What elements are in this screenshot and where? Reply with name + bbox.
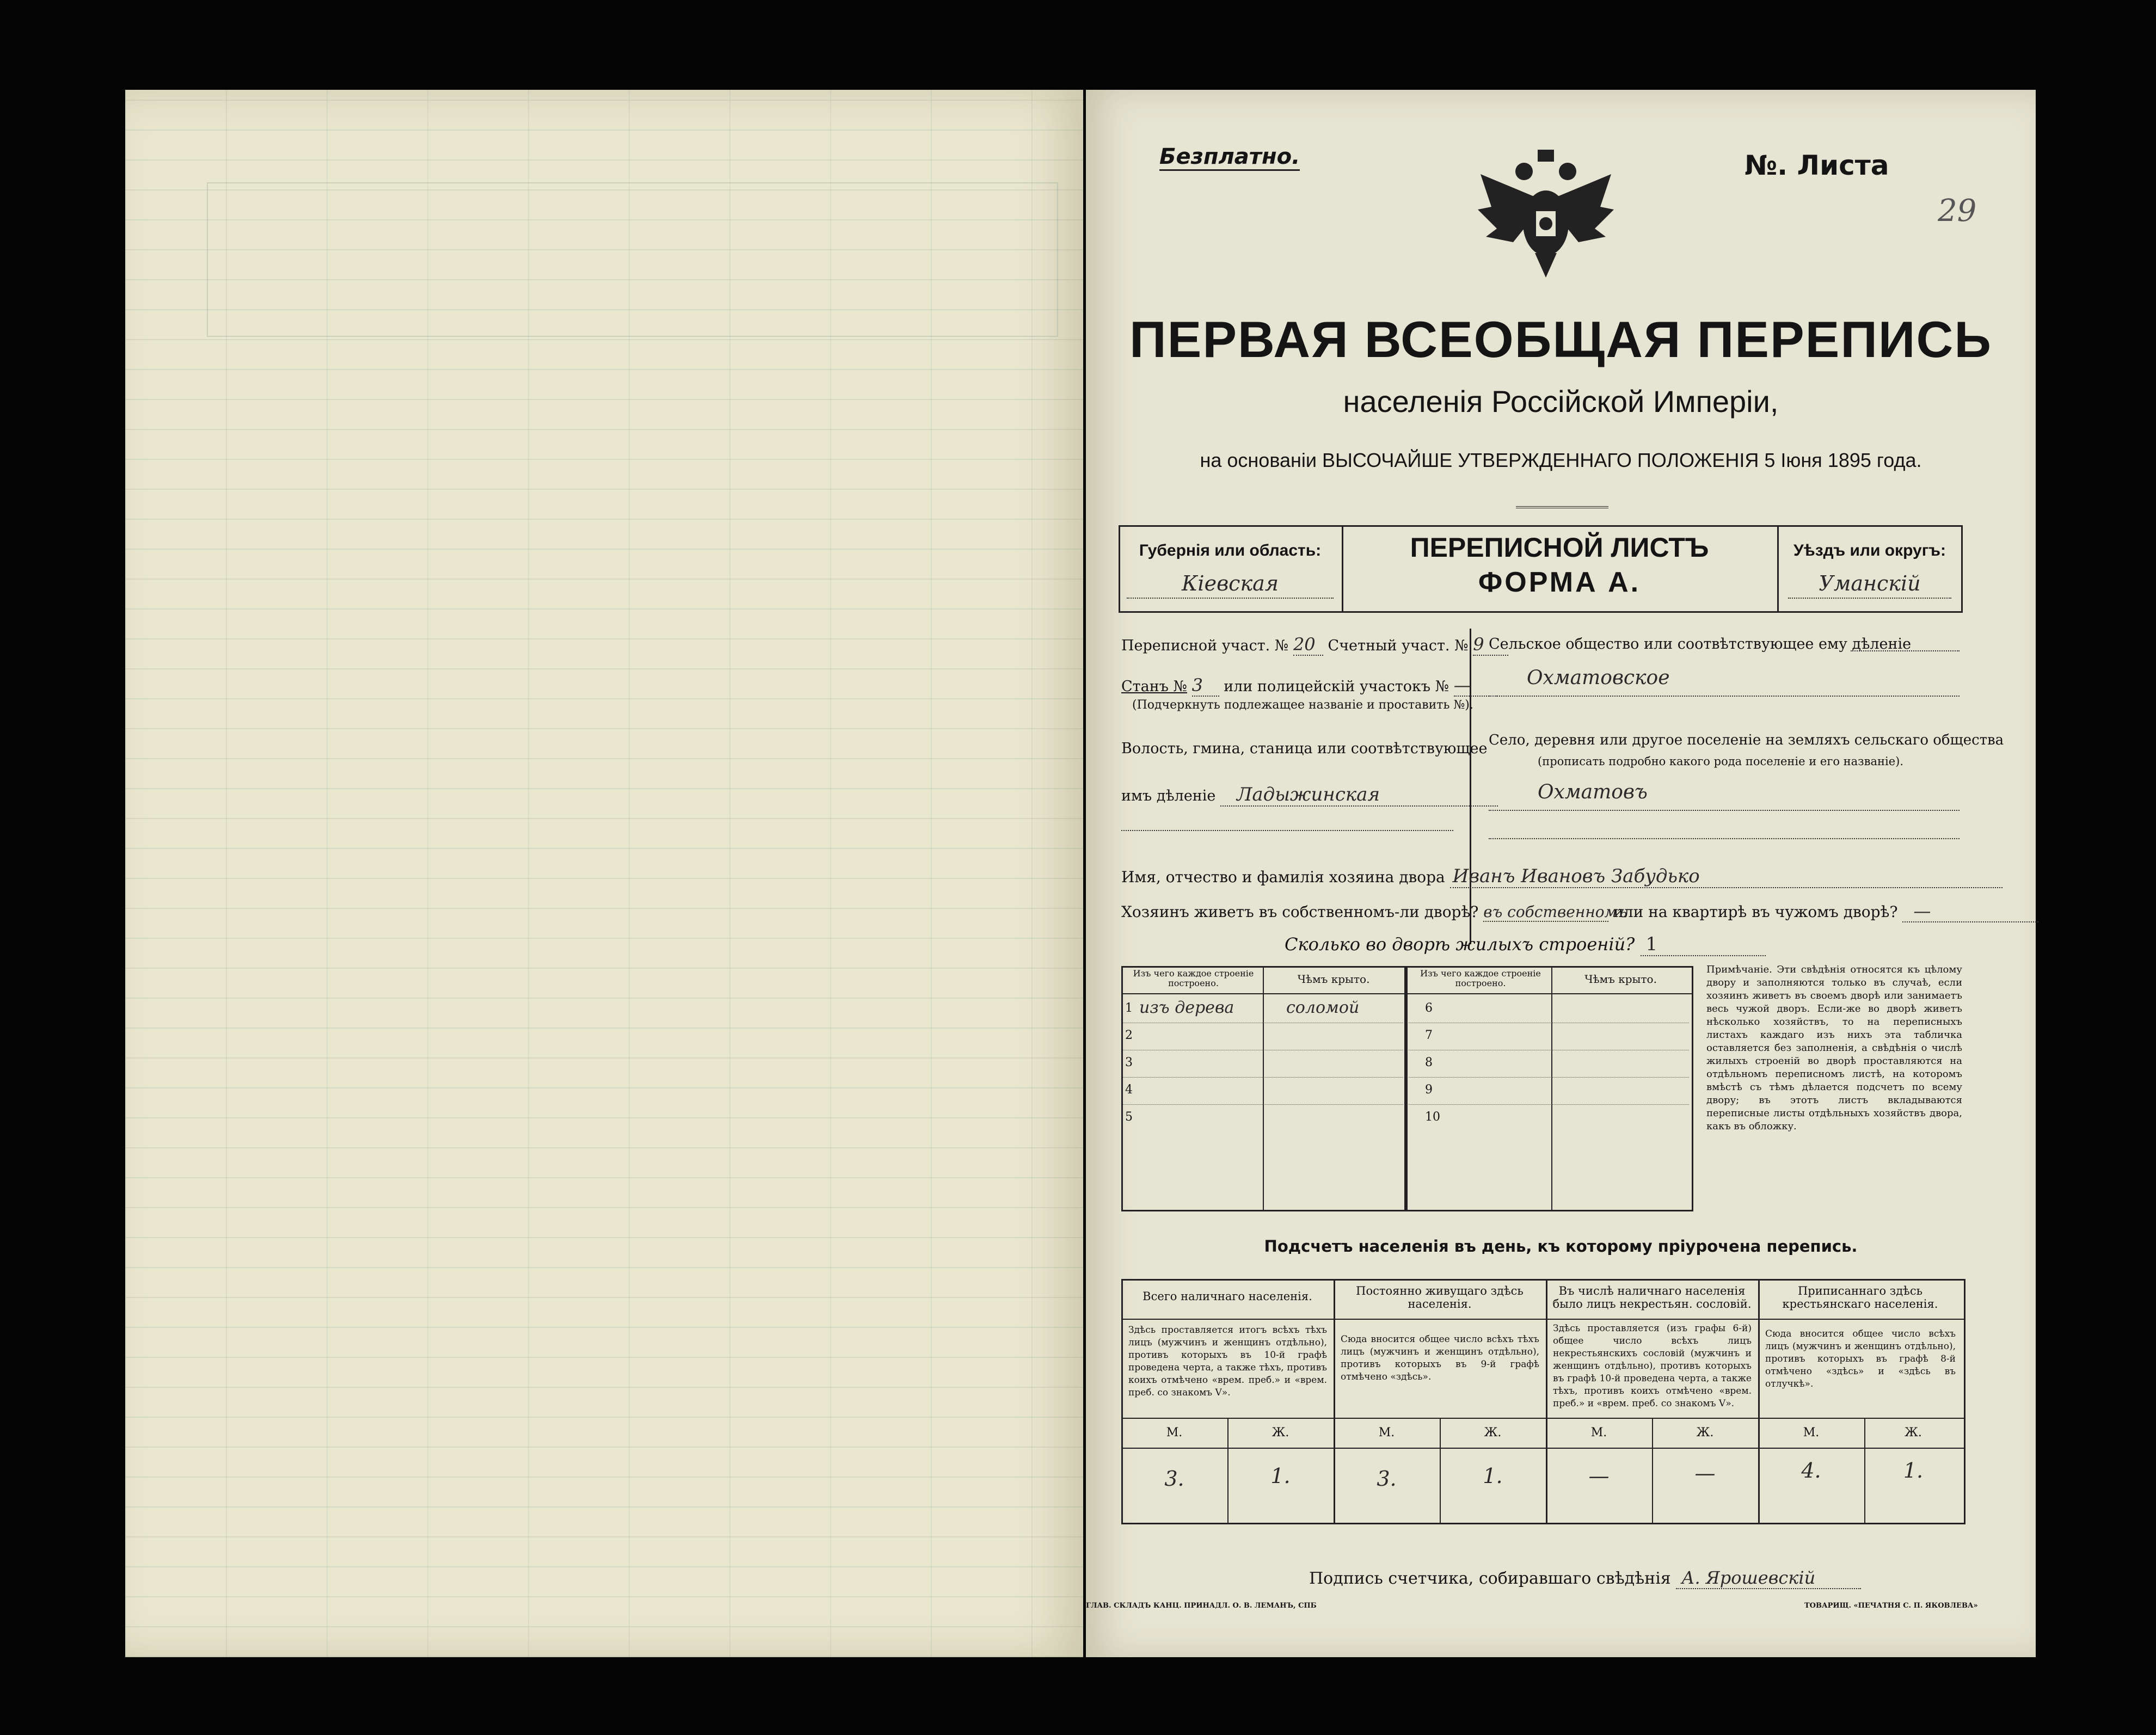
- row-number: 7: [1425, 1029, 1433, 1042]
- count-female-value: 1.: [1903, 1459, 1924, 1482]
- buildings-rows-right: [1409, 996, 1689, 1131]
- female-label: Ж.: [1484, 1426, 1502, 1439]
- count-col-header: Приписаннаго здѣсь крестьянскаго населенія.: [1782, 1284, 1938, 1311]
- buildings-col-built-left: Изъ чего каждое строеніе построено.: [1133, 968, 1254, 988]
- society-label: Сельское общество или соотвѣтствующее ему дѣленіе: [1489, 636, 1912, 653]
- volost-row: [1121, 784, 1498, 807]
- female-label: Ж.: [1272, 1426, 1289, 1439]
- table-row: [1123, 1023, 1403, 1050]
- left-page-bleedthrough-table: [207, 182, 1058, 337]
- volost-value: Ладыжинская: [1220, 784, 1498, 807]
- form-title-line2: ФОРМА А.: [1478, 567, 1641, 598]
- village-label: Село, деревня или другое поселеніе на земляхъ сельскаго общества: [1489, 732, 2004, 748]
- uezd-value: Уманскій: [1788, 571, 1951, 599]
- footer-right-imprint: ТОВАРИЩ. «ПЕЧАТНЯ С. П. ЯКОВЛЕВА»: [1804, 1602, 1978, 1610]
- count-female-value: 1.: [1483, 1464, 1503, 1488]
- census-legal-basis: на основаніи ВЫСОЧАЙШЕ УТВЕРЖДЕННАГО ПОЛОЖЕНІЯ 5 Іюня 1895 года.: [1200, 449, 1922, 471]
- table-row: [1123, 1078, 1403, 1105]
- stan-note: (Подчеркнуть подлежащее названіе и проставить №).: [1132, 698, 1473, 712]
- form-title-line1: ПЕРЕПИСНОЙ ЛИСТЪ: [1410, 532, 1709, 563]
- row-number: 6: [1425, 1001, 1433, 1015]
- buildings-label: Сколько во дворѣ жилыхъ строеній?: [1285, 934, 1635, 955]
- buildings-note: Примѣчаніе. Эти свѣдѣнія относятся къ цѣлому двору и заполняются только въ случаѣ, если хозяинъ живетъ въ своемъ дворѣ или занимаетъ весь чужой дворъ. Если-же во дворѣ живетъ нѣсколько хозяйствъ, то на переписныхъ листахъ каждаго изъ нихъ эта табличка оставляется без заполненія, а свѣдѣнія о числѣ жилыхъ строеній во дворѣ проставляются на отдѣльномъ переписномъ листѣ, на которомъ вмѣстѣ съ тѣмъ дѣлается подсчетъ по всему двору; въ этотъ листъ вкладываются переписные листы отдѣльныхъ хозяйствъ двора, какъ въ обложку.: [1706, 964, 1962, 1132]
- table-row: [1409, 1078, 1689, 1105]
- census-district-row: [1121, 634, 1508, 656]
- volost-label-1: Волость, гмина, станица или соотвѣтствующее: [1121, 740, 1488, 757]
- count-male-value: —: [1588, 1464, 1610, 1488]
- row-number: 8: [1425, 1056, 1433, 1069]
- row-number: 10: [1425, 1110, 1440, 1124]
- imperial-eagle-emblem: [1475, 141, 1617, 283]
- row-number: 2: [1125, 1029, 1133, 1042]
- buildings-row: [1285, 933, 1766, 956]
- male-label: М.: [1590, 1426, 1607, 1439]
- buildings-col-built-right: Изъ чего каждое строеніе построено.: [1420, 968, 1541, 988]
- gubernia-label: Губернія или область:: [1139, 542, 1322, 559]
- society-label-line: [1851, 650, 1960, 651]
- male-label: М.: [1166, 1426, 1183, 1439]
- village-extra-line: [1489, 838, 1960, 839]
- stan-row: [1121, 675, 1497, 697]
- signature-label: Подпись счетчика, собиравшаго свѣдѣнія: [1309, 1569, 1671, 1588]
- census-subtitle: населенія Россійской Имперіи,: [1343, 384, 1779, 419]
- buildings-col-roof-left: Чѣмъ крыто.: [1297, 973, 1370, 986]
- row-number: 3: [1125, 1056, 1133, 1069]
- row-number: 1: [1125, 1001, 1133, 1015]
- count-col-desc: Здѣсь проставляется итогъ всѣхъ тѣхъ лицъ (мужчинъ и женщинъ отдѣльно), противъ которыхъ въ 10-й графѣ проведена черта, а также тѣхъ, противъ коихъ отмѣчено «врем. преб.» и «врем. преб. со знакомъ V».: [1128, 1325, 1327, 1398]
- table-row: [1409, 1023, 1689, 1050]
- census-form-page: [1086, 90, 2036, 1657]
- count-district-label: Счетный участ. №: [1328, 637, 1469, 654]
- count-title: Подсчетъ населенія въ день, къ которому пріурочена перепись.: [1264, 1237, 1858, 1256]
- free-label: Безплатно.: [1159, 144, 1300, 171]
- count-male-value: 3.: [1164, 1467, 1184, 1491]
- male-label: М.: [1803, 1426, 1820, 1439]
- census-district-label: Переписной участ. №: [1121, 637, 1289, 654]
- count-male-value: 4.: [1801, 1459, 1821, 1482]
- count-col-desc: Здѣсь проставляется (изъ графы 6-й) общее число всѣхъ лицъ некрестьянскихъ сословій (мужчинъ и женщинъ отдѣльно), противъ которыхъ въ графѣ 10-й проведена черта, а также тѣхъ, противъ коихъ отмѣчено «врем. преб.» и «врем. преб. со знакомъ V».: [1553, 1323, 1752, 1409]
- count-col-header: Въ числѣ наличнаго населенія было лицъ некрестьян. сословій.: [1552, 1284, 1752, 1311]
- table-row: [1123, 1105, 1403, 1131]
- table-row: [1123, 1050, 1403, 1078]
- ornamental-divider: [1516, 506, 1608, 508]
- footer-left-imprint: ГЛАВ. СКЛАДЪ КАНЦ. ПРИНАДЛ. О. В. ЛЕМАНЪ, СПБ: [1086, 1602, 1317, 1610]
- count-female-value: 1.: [1270, 1464, 1291, 1488]
- signature-value: А. Ярошевскій: [1676, 1567, 1861, 1589]
- police-value: —: [1454, 675, 1497, 697]
- count-district-value: 9: [1473, 634, 1508, 656]
- count-male-value: 3.: [1377, 1467, 1397, 1491]
- row-roof: соломой: [1286, 998, 1360, 1017]
- stan-label: Станъ №: [1121, 678, 1187, 695]
- village-note: (прописать подробно какого рода поселеніе и его названіе).: [1538, 755, 1903, 768]
- male-label: М.: [1378, 1426, 1395, 1439]
- stan-value: 3: [1192, 675, 1219, 697]
- row-number: 9: [1425, 1083, 1433, 1097]
- lives-value: въ собственномъ: [1483, 903, 1627, 921]
- society-value: Охматовское: [1489, 667, 1960, 697]
- signature-row: [1309, 1567, 1861, 1589]
- census-district-value: 20: [1293, 634, 1323, 656]
- count-col-desc: Сюда вносится общее число всѣхъ тѣхъ лицъ (мужчинъ и женщинъ отдѣльно), противъ которыхъ въ 9-й графѣ отмѣчено «здѣсь».: [1341, 1334, 1539, 1382]
- count-col-header: Постоянно живущаго здѣсь населенія.: [1356, 1284, 1524, 1311]
- female-label: Ж.: [1696, 1426, 1714, 1439]
- census-main-title: ПЕРВАЯ ВСЕОБЩАЯ ПЕРЕПИСЬ: [1129, 311, 1992, 368]
- lives-row: [1121, 901, 2038, 922]
- count-female-value: —: [1694, 1461, 1716, 1485]
- sheet-number-label: №. Листа: [1745, 150, 1889, 181]
- table-row: [1409, 1105, 1689, 1131]
- table-row: [1409, 1050, 1689, 1078]
- buildings-rows-left: [1123, 996, 1403, 1131]
- owner-label: Имя, отчество и фамилія хозяина двора: [1121, 868, 1445, 886]
- table-row: [1409, 996, 1689, 1023]
- uezd-label: Уѣздъ или округъ:: [1793, 542, 1946, 559]
- count-col-desc: Сюда вносится общее число всѣхъ лицъ (мужчинъ и женщинъ отдѣльно), противъ которыхъ въ графѣ 8-й отмѣчено «здѣсь» и «здѣсь въ отлучкѣ».: [1765, 1328, 1956, 1389]
- left-page: [125, 90, 1083, 1657]
- count-col-header: Всего наличнаго населенія.: [1143, 1290, 1312, 1303]
- table-row: [1123, 996, 1403, 1023]
- apartment-value: —: [1902, 901, 2038, 922]
- row-built: изъ дерева: [1139, 998, 1234, 1017]
- female-label: Ж.: [1905, 1426, 1922, 1439]
- police-label: или полицейскій участокъ №: [1224, 678, 1449, 695]
- row-number: 4: [1125, 1083, 1133, 1097]
- owner-row: [1121, 865, 2003, 888]
- gubernia-value: Кіевская: [1127, 571, 1334, 599]
- apartment-label: или на квартирѣ въ чужомъ дворѣ?: [1613, 903, 1898, 921]
- row-number: 5: [1125, 1110, 1133, 1124]
- buildings-value: 1: [1641, 933, 1766, 956]
- lives-label: Хозяинъ живетъ въ собственномъ-ли дворѣ?: [1121, 903, 1479, 921]
- volost-label-2: имъ дѣленіе: [1121, 787, 1216, 804]
- owner-value: Иванъ Ивановъ Забудько: [1450, 865, 2003, 888]
- village-value: Охматовъ: [1489, 781, 1960, 811]
- buildings-col-roof-right: Чѣмъ крыто.: [1584, 973, 1657, 986]
- volost-extra-line: [1121, 830, 1453, 831]
- sheet-number-value: 29: [1938, 193, 1977, 229]
